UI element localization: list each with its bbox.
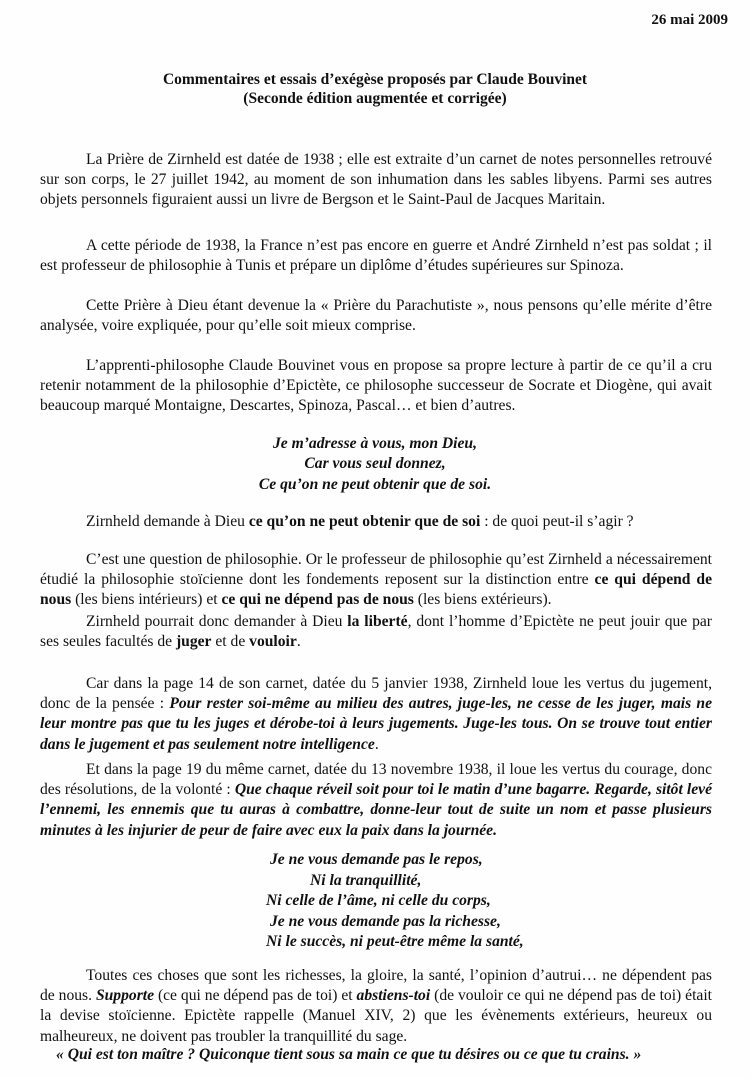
paragraph-8 xyxy=(40,674,712,755)
paragraph-2-text: A cette période de 1938, la France n’est pas encore en guerre et André Zirnheld n’est pas soldat ; il est professeur de philosophie à Tunis et prépare un diplôme d’études supérieures sur Spinoza. xyxy=(40,237,712,275)
paragraph-6 xyxy=(40,550,712,611)
poem-2-line-3: Ni celle de l’âme, ni celle du corps, xyxy=(266,892,491,910)
p10-abstiens-toi: abstiens-toi xyxy=(356,987,431,1005)
p7-text-c: , dont l’homme d’Epictète ne peut jouir que par ses seules facultés de xyxy=(40,613,712,651)
p10-text-a: Toutes ces choses que sont les richesses, la gloire, la santé, l’opinion d’autrui… ne dépendent pas de nous. xyxy=(40,967,712,1005)
p10-text-e: (de vouloir ce qui ne dépend pas de toi) était la devise stoïcienne. Epictète rappelle (Manuel XIV, 2) que les évènements extérieurs, heureux ou malheureux, ne doivent pas troubler la tranquillité du sage. xyxy=(40,987,713,1045)
title-line-2: (Seconde édition augmentée et corrigée) xyxy=(243,90,507,107)
p7-text-a: Zirnheld pourrait donc demander à Dieu xyxy=(86,613,348,630)
p5-text-c: : de quoi peut-il s’agir ? xyxy=(480,513,634,530)
paragraph-1-text: La Prière de Zirnheld est datée de 1938 ; elle est extraite d’un carnet de notes personnelles retrouvé sur son corps, le 27 juillet 1942, au moment de son inhumation dans les sables libyens. Parmi ses autres objets personnels figuraient aussi un livre de Bergson et le Saint-Paul de Jacques Maritain. xyxy=(40,151,712,209)
p6-bold-2: ce qui ne dépend pas de nous xyxy=(221,591,414,609)
paragraph-9 xyxy=(40,760,712,841)
title-line-1: Commentaires et essais d’exégèse proposés par Claude Bouvinet xyxy=(162,71,588,88)
poem-stanza-2 xyxy=(266,850,630,953)
paragraph-3-text: Cette Prière à Dieu étant devenue la « Prière du Parachutiste », nous pensons qu’elle mérite d’être analysée, voire expliquée, pour qu’elle soit mieux comprise. xyxy=(40,297,712,335)
p6-text-e: (les biens extérieurs). xyxy=(413,591,552,609)
p6-bold-1: ce qui dépend de nous xyxy=(40,571,712,609)
paragraph-4 xyxy=(40,356,712,417)
poem-stanza-1 xyxy=(0,434,750,495)
p10-text-c: (ce qui ne dépend pas de toi) et xyxy=(154,987,357,1005)
p7-bold-juger: juger xyxy=(175,633,212,651)
p9-quote: Que chaque réveil soit pour toi le matin d’une bagarre. Regarde, sitôt levé l’ennemi, les ennemis que tu auras à combattre, donne-leur tout de suite un nom et passe plusieurs minutes à les injurier de peur de faire avec eux la paix dans la journée. xyxy=(40,781,713,839)
poem-2-line-5: Ni le succès, ni peut-être même la santé, xyxy=(266,933,524,951)
p6-text-a: C’est une question de philosophie. Or le professeur de philosophie qu’est Zirnheld a nécessairement étudié la philosophie stoïcienne dont les fondements reposent sur la distinction entre xyxy=(40,551,712,589)
paragraph-3 xyxy=(40,296,712,336)
document-date: 26 mai 2009 xyxy=(651,12,728,28)
p7-bold-liberte: la liberté xyxy=(347,613,408,630)
p10-supporte: Supporte xyxy=(95,987,155,1005)
poem-1-line-2: Car vous seul donnez, xyxy=(304,455,446,473)
paragraph-10 xyxy=(40,966,712,1047)
paragraph-4-text: L’apprenti-philosophe Claude Bouvinet vous en propose sa propre lecture à partir de ce qu’il a cru retenir notamment de la philosophie d’Epictète, ce philosophe successeur de Socrate et Diogène, qui avait beaucoup marqué Montaigne, Descartes, Spinoza, Pascal… et bien d’autres. xyxy=(40,357,712,415)
p8-text-a: Car dans la page 14 de son carnet, datée du 5 janvier 1938, Zirnheld loue les vertus du jugement, donc de la pensée : xyxy=(40,675,712,713)
paragraph-2 xyxy=(40,236,712,276)
epictete-quote: « Qui est ton maître ? Quiconque tient sous sa main ce que tu désires ou ce que tu crains. » xyxy=(56,1046,642,1063)
poem-2-line-1: Je ne vous demande pas le repos, xyxy=(270,851,483,868)
p7-text-e: et de xyxy=(211,633,250,651)
p5-text-a: Zirnheld demande à Dieu xyxy=(86,513,249,530)
paragraph-7 xyxy=(40,612,712,652)
document-title xyxy=(0,70,750,108)
p5-bold: ce qu’on ne peut obtenir que de soi xyxy=(248,513,481,530)
p6-text-c: (les biens intérieurs) et xyxy=(71,591,222,609)
p8-text-c: . xyxy=(374,735,379,753)
p7-bold-vouloir: vouloir xyxy=(249,633,297,651)
poem-2-line-4: Je ne vous demande pas la richesse, xyxy=(270,912,501,930)
p9-text-a: Et dans la page 19 du même carnet, datée du 13 novembre 1938, il loue les vertus du courage, donc des résolutions, de la volonté : xyxy=(40,761,712,799)
paragraph-1 xyxy=(40,150,712,211)
poem-1-line-1: Je m’adresse à vous, mon Dieu, xyxy=(272,435,477,452)
p8-quote: Pour rester soi-même au milieu des autres, juge-les, ne cesse de les juger, mais ne leur montre pas que tu les juges et dérobe-toi à leurs jugements. Juge-les tous. On se trouve tout entier dans le jugement et pas seulement notre intelligence xyxy=(40,695,712,753)
poem-2-line-2: Ni la tranquillité, xyxy=(310,871,422,889)
poem-1-line-3: Ce qu’on ne peut obtenir que de soi. xyxy=(258,475,492,493)
p7-text-g: . xyxy=(296,633,301,651)
paragraph-5 xyxy=(40,512,712,532)
